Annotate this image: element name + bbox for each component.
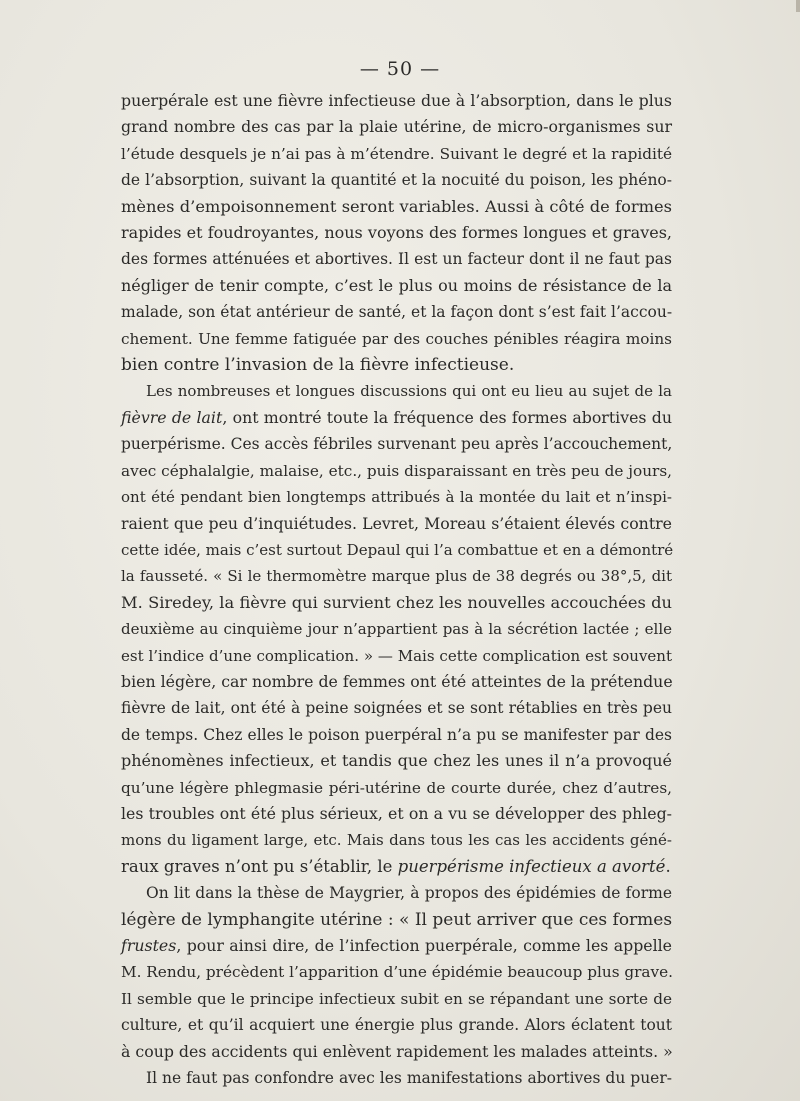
paragraph-end-line: bien contre l’invasion de la fièvre infectieuse.: [121, 355, 515, 376]
text-line: la fausseté. « Si le thermomètre marque plus de 38 degrés ou 38°,5, dit: [121, 567, 672, 586]
page-number: — 50 —: [359, 58, 441, 80]
paragraph-start-line: Les nombreuses et longues discussions qui ont eu lieu au sujet de la: [146, 382, 672, 401]
text-line: de temps. Chez elles le poison puerpéral n’a pu se manifester par des: [121, 725, 672, 744]
paragraph-start-line: Il ne faut pas confondre avec les manifestations abortives du puer-: [146, 1069, 672, 1088]
text-line: grand nombre des cas par la plaie utérine, de micro-organismes sur: [121, 117, 672, 137]
text-line: malade, son état antérieur de santé, et la façon dont s’est fait l’accou-: [121, 303, 673, 322]
text-line: fièvre de lait, ont montré toute la fréquence des formes abortives du: [121, 407, 672, 427]
text-line: puerpérale est une fièvre infectieuse due à l’absorption, dans le plus: [121, 91, 672, 110]
text-line: culture, et qu’il acquiert une énergie plus grande. Alors éclatent tout: [121, 1016, 672, 1035]
paragraph-start-line: On lit dans la thèse de Maygrier, à propos des épidémies de forme: [146, 884, 672, 903]
text-line: M. Rendu, précèdent l’apparition d’une épidémie beaucoup plus grave.: [121, 963, 674, 982]
text-line: bien légère, car nombre de femmes ont été atteintes de la prétendue: [121, 671, 673, 691]
body-text: [121, 88, 672, 1091]
italic-term: puerpérisme infectieux a avorté: [397, 856, 666, 876]
text-line: deuxième au cinquième jour n’appartient pas à la sécrétion lactée ; elle: [121, 620, 672, 639]
text-line: cette idée, mais c’est surtout Depaul qui l’a combattue et en a démontré: [121, 540, 674, 559]
text-line: rapides et foudroyantes, nous voyons des formes longues et graves,: [121, 223, 672, 243]
text-line: mènes d’empoisonnement seront variables. Aussi à côté de formes: [121, 196, 672, 216]
text-line: frustes, pour ainsi dire, de l’infection puerpérale, comme les appelle: [121, 936, 672, 955]
text-line: légère de lymphangite utérine : « Il peut arriver que ces formes: [121, 909, 673, 930]
text-line: qu’une légère phlegmasie péri-utérine de courte durée, chez d’autres,: [121, 778, 672, 797]
text-line: mons du ligament large, etc. Mais dans tous les cas les accidents géné-: [121, 831, 672, 850]
text-line: des formes atténuées et abortives. Il est un facteur dont il ne faut pas: [121, 250, 672, 269]
page-edge-mark: [796, 0, 800, 12]
text-line: avec céphalalgie, malaise, etc., puis disparaissant en très peu de jours,: [121, 461, 672, 480]
text-line: Il semble que le principe infectieux subit en se répandant une sorte de: [121, 989, 672, 1008]
text-line: l’étude desquels je n’ai pas à m’étendre. Suivant le degré et la rapidité: [121, 144, 672, 163]
text-line: puerpérisme. Ces accès fébriles survenant peu après l’accouchement,: [121, 435, 673, 454]
text-line: chement. Une femme fatiguée par des couches pénibles réagira moins: [121, 329, 672, 348]
text-line: M. Siredey, la fièvre qui survient chez les nouvelles accouchées du: [121, 592, 672, 612]
text-line: est l’indice d’une complication. » — Mais cette complication est souvent: [121, 646, 672, 665]
text-line: les troubles ont été plus sérieux, et on a vu se développer des phleg-: [121, 803, 672, 823]
paragraph-end-line: à coup des accidents qui enlèvent rapidement les malades atteints. »: [121, 1041, 673, 1061]
text-line: négliger de tenir compte, c’est le plus ou moins de résistance de la: [121, 275, 672, 295]
text-line: fièvre de lait, ont été à peine soignées et se sont rétablies en très peu: [121, 699, 672, 718]
text-line: raient que peu d’inquiétudes. Levret, Moreau s’étaient élevés contre: [121, 513, 672, 533]
italic-term: fièvre de lait: [121, 407, 223, 427]
paragraph-end-line: raux graves n’ont pu s’établir, le puerpérisme infectieux a avorté.: [121, 856, 671, 876]
text-line: ont été pendant bien longtemps attribués à la montée du lait et n’inspi-: [121, 488, 672, 507]
text-line: de l’absorption, suivant la quantité et la nocuité du poison, les phéno-: [121, 171, 672, 190]
italic-term: frustes: [121, 936, 177, 955]
text-line: phénomènes infectieux, et tandis que chez les unes il n’a provoqué: [121, 751, 672, 771]
